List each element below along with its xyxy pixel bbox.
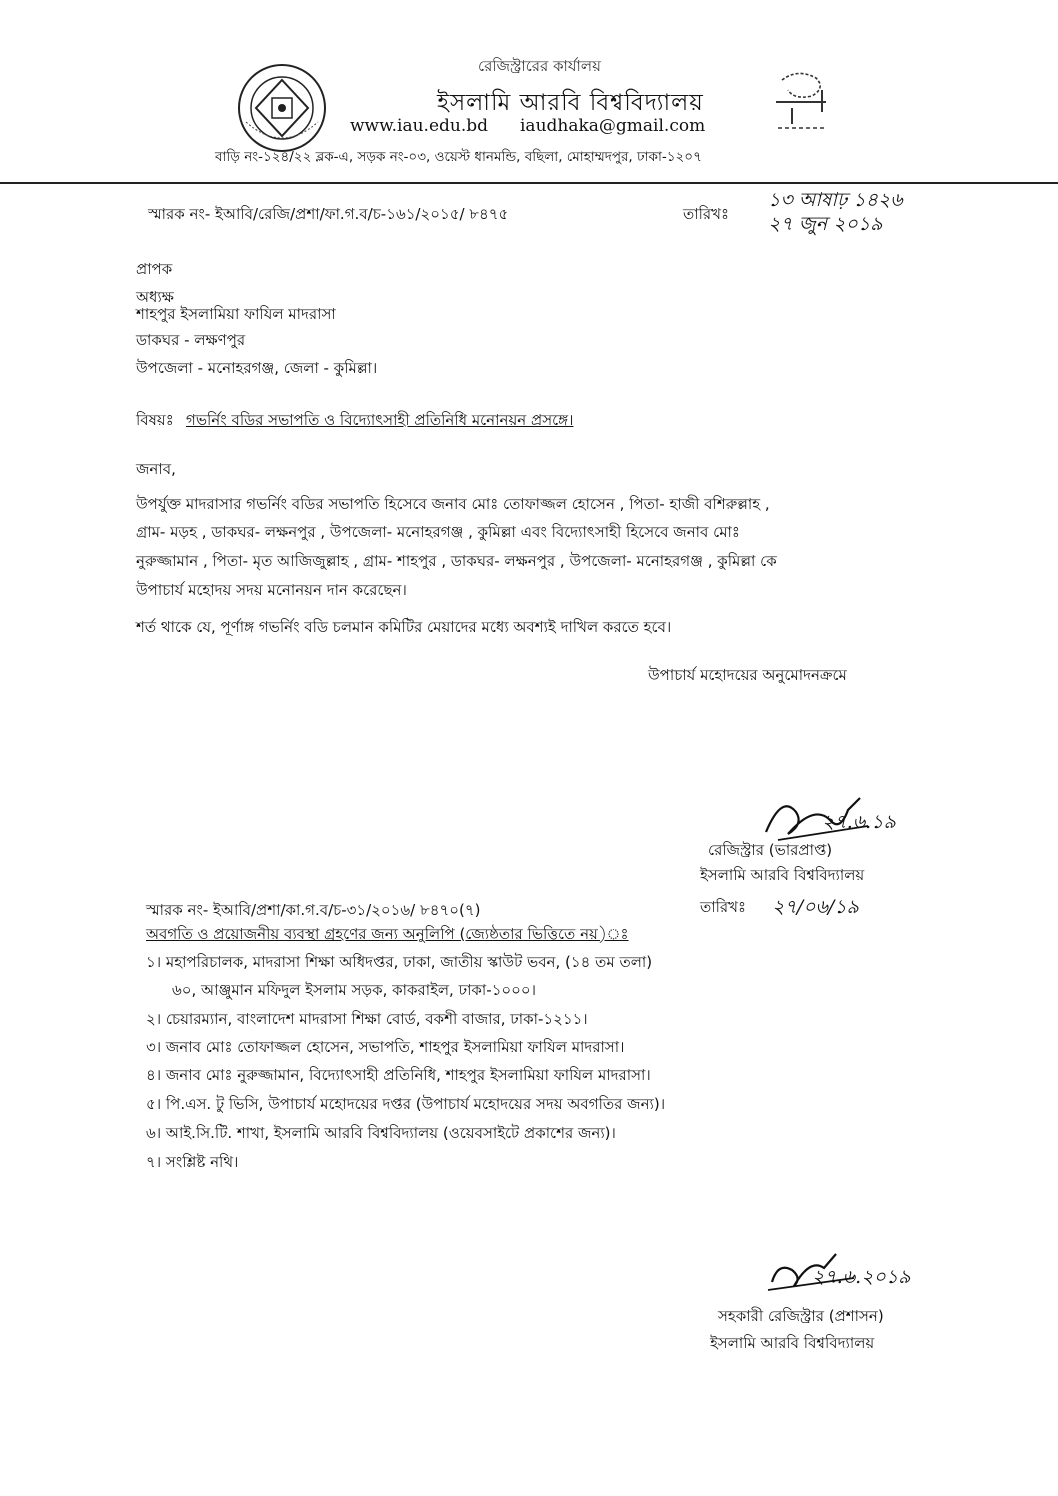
copy-item: ৭। সংশ্লিষ্ট নথি। — [146, 1153, 239, 1171]
memo2-date: ২৭/০৬/১৯ — [772, 896, 859, 918]
letterhead-office: রেজিস্ট্রারের কার্যালয় — [478, 57, 601, 75]
recipient-line: প্রাপক — [136, 260, 173, 278]
subject-label: বিষয়ঃ — [136, 411, 174, 429]
body-line: উপাচার্য মহোদয় সদয় মনোনয়ন দান করেছেন। — [136, 581, 407, 599]
signature1-title: রেজিস্ট্রার (ভারপ্রাপ্ত) — [708, 841, 833, 859]
recipient-line: উপজেলা - মনোহরগঞ্জ, জেলা - কুমিল্লা। — [136, 359, 378, 377]
letterhead-website[interactable]: www.iau.edu.bd — [350, 116, 489, 136]
signature1-date: ২৭.৬.১৯ — [822, 811, 896, 833]
signature2-org: ইসলামি আরবি বিশ্ববিদ্যালয় — [710, 1334, 875, 1352]
recipient-line: ডাকঘর - লক্ষণপুর — [136, 331, 246, 349]
copy-item: ৬। আই.সি.টি. শাখা, ইসলামি আরবি বিশ্ববিদ্যালয় (ওয়েবসাইটে প্রকাশের জন্য)। — [146, 1124, 616, 1142]
signature2-date: ২৭.৬.২০১৯ — [812, 1266, 911, 1288]
copy-item: ২। চেয়ারম্যান, বাংলাদেশ মাদরাসা শিক্ষা বোর্ড, বকশী বাজার, ঢাকা-১২১১। — [146, 1010, 588, 1028]
letterhead-university: ইসলামি আরবি বিশ্ববিদ্যালয় — [437, 90, 704, 116]
right-seal-mark — [768, 66, 838, 140]
memo-date-bangla: ১৩ আষাঢ় ১৪২৬ — [768, 189, 903, 211]
copy-item: ৬০, আঞ্জুমান মফিদুল ইসলাম সড়ক, কাকরাইল, ঢাকা-১০০০। — [172, 981, 537, 999]
condition-text: শর্ত থাকে যে, পূর্ণাঙ্গ গভর্নিং বডি চলমান কমিটির মেয়াদের মধ্যে অবশ্যই দাখিল করতে হবে। — [136, 618, 672, 636]
recipient-line: অধ্যক্ষ — [136, 288, 174, 306]
university-logo — [236, 62, 328, 154]
copy-item: ৫। পি.এস. টু ভিসি, উপাচার্য মহোদয়ের দপ্তর (উপাচার্য মহোদয়ের সদয় অবগতির জন্য)। — [146, 1095, 666, 1113]
memo-date-label: তারিখঃ — [683, 205, 729, 223]
memo-date-english: ২৭ জুন ২০১৯ — [768, 213, 883, 235]
recipient-line: শাহপুর ইসলামিয়া ফাযিল মাদরাসা — [136, 305, 336, 323]
subject-text: গভর্নিং বডির সভাপতি ও বিদ্যোৎসাহী প্রতিনিধি মনোনয়ন প্রসঙ্গে। — [186, 411, 574, 429]
signature1-org: ইসলামি আরবি বিশ্ববিদ্যালয় — [700, 866, 865, 884]
body-line: নুরুজ্জামান , পিতা- মৃত আজিজুল্লাহ , গ্রাম- শাহপুর , ডাকঘর- লক্ষনপুর , উপজেলা- মনোহরগঞ্জ , কুমিল্লা কে — [136, 552, 777, 570]
memo2-reference: স্মারক নং- ইআবি/প্রশা/কা.গ.ব/চ-৩১/২০১৬/ ৮৪৭০(৭) — [146, 901, 481, 919]
body-line: গ্রাম- মড়হ , ডাকঘর- লক্ষনপুর , উপজেলা- মনোহরগঞ্জ , কুমিল্লা এবং বিদ্যোৎসাহী হিসেবে জনাব মোঃ — [136, 523, 740, 541]
copy-item: ৪। জনাব মোঃ নুরুজ্জামান, বিদ্যোৎসাহী প্রতিনিধি, শাহপুর ইসলামিয়া ফাযিল মাদরাসা। — [146, 1066, 651, 1084]
memo2-date-label: তারিখঃ — [700, 898, 746, 916]
salutation: জনাব, — [136, 460, 176, 478]
letterhead-email[interactable]: iaudhaka@gmail.com — [520, 116, 706, 136]
copy-item: ১। মহাপরিচালক, মাদরাসা শিক্ষা অধিদপ্তর, ঢাকা, জাতীয় স্কাউট ভবন, (১৪ তম তলা) — [146, 953, 653, 971]
approval-text: উপাচার্য মহোদয়ের অনুমোদনক্রমে — [648, 666, 847, 684]
copy-item: ৩। জনাব মোঃ তোফাজ্জল হোসেন, সভাপতি, শাহপুর ইসলামিয়া ফাযিল মাদরাসা। — [146, 1038, 625, 1056]
copy-heading: অবগতি ও প্রয়োজনীয় ব্যবস্থা গ্রহণের জন্য অনুলিপি (জ্যেষ্ঠতার ভিত্তিতে নয়)ঃ — [146, 925, 629, 943]
letterhead-divider — [0, 182, 1058, 184]
signature2-title: সহকারী রেজিস্ট্রার (প্রশাসন) — [718, 1307, 884, 1325]
memo-reference: স্মারক নং- ইআবি/রেজি/প্রশা/ফা.গ.ব/চ-১৬১/২০১৫/ ৮৪৭৫ — [148, 205, 509, 223]
body-line: উপর্যুক্ত মাদরাসার গভর্নিং বডির সভাপতি হিসেবে জনাব মোঃ তোফাজ্জল হোসেন , পিতা- হাজী বশিরুল্লাহ , — [136, 495, 770, 513]
letterhead-address: বাড়ি নং-১২৪/২২ ব্লক-এ, সড়ক নং-০৩, ওয়েস্ট ধানমন্ডি, বছিলা, মোহাম্মদপুর, ঢাকা-১২০৭ — [215, 149, 702, 165]
